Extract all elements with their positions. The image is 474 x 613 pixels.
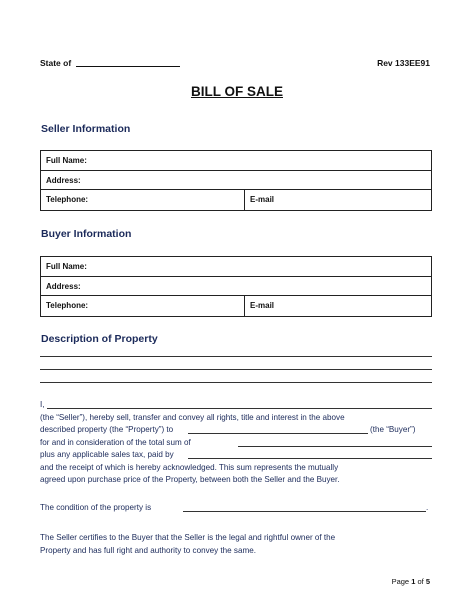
body-line-2b: (the “Buyer”) [370, 425, 416, 434]
page-number [392, 577, 430, 586]
seller-contact-row [41, 190, 431, 210]
condition-period: . [426, 503, 429, 512]
body-line-1: (the “Seller”), hereby sell, transfer and convey all rights, title and interest in the above [40, 413, 345, 422]
page-total: 5 [425, 577, 430, 586]
seller-telephone-field[interactable]: Telephone: [41, 190, 245, 210]
description-section-title: Description of Property [41, 333, 158, 345]
buyer-contact-row [41, 296, 431, 316]
seller-full-name-row [41, 151, 431, 171]
seller-email-field[interactable]: E-mail [250, 195, 275, 204]
seller-name-blank[interactable] [47, 408, 432, 409]
seller-info-table [40, 150, 432, 211]
certification-line-2: Property and has full right and authority to convey the same. [40, 546, 256, 555]
description-line-3[interactable] [40, 382, 432, 383]
condition-label: The condition of the property is [40, 503, 152, 512]
buyer-full-name-row [41, 257, 431, 277]
document-title: BILL OF SALE [190, 84, 283, 99]
buyer-email-field[interactable]: E-mail [250, 301, 275, 310]
buyer-section-title: Buyer Information [41, 228, 132, 240]
body-line-3: for and in consideration of the total sum of [40, 438, 191, 447]
seller-address-field[interactable]: Address: [46, 175, 81, 185]
buyer-full-name-field[interactable]: Full Name: [46, 262, 87, 271]
seller-full-name-field[interactable]: Full Name: [46, 156, 87, 165]
description-line-1[interactable] [40, 356, 432, 357]
total-sum-blank[interactable] [238, 446, 432, 447]
body-line-6: agreed upon purchase price of the Property, between both the Seller and the Buyer. [40, 475, 340, 484]
buyer-name-blank[interactable] [188, 433, 368, 434]
page-prefix: Page [391, 577, 410, 586]
revision-number: Rev 133EE91 [377, 58, 430, 68]
body-line-2a: described property (the “Property”) to [40, 425, 174, 434]
buyer-address-row [41, 277, 431, 297]
paid-by-blank[interactable] [188, 458, 432, 459]
buyer-telephone-field[interactable]: Telephone: [41, 296, 245, 316]
seller-address-row [41, 171, 431, 191]
buyer-address-field[interactable]: Address: [46, 281, 81, 291]
description-line-2[interactable] [40, 369, 432, 370]
state-label: State of [40, 58, 72, 68]
state-field-line[interactable] [76, 66, 180, 67]
page-current: 1 [411, 577, 416, 586]
condition-blank[interactable] [183, 511, 426, 512]
seller-name-line-label: I, [40, 400, 45, 409]
page-of: of [417, 577, 424, 586]
body-line-5: and the receipt of which is hereby acknowledged. This sum represents the mutually [40, 463, 339, 472]
buyer-info-table [40, 256, 432, 317]
certification-line-1: The Seller certifies to the Buyer that the Seller is the legal and rightful owner of the [40, 533, 336, 542]
seller-section-title: Seller Information [41, 123, 131, 135]
body-line-4: plus any applicable sales tax, paid by [40, 450, 174, 459]
